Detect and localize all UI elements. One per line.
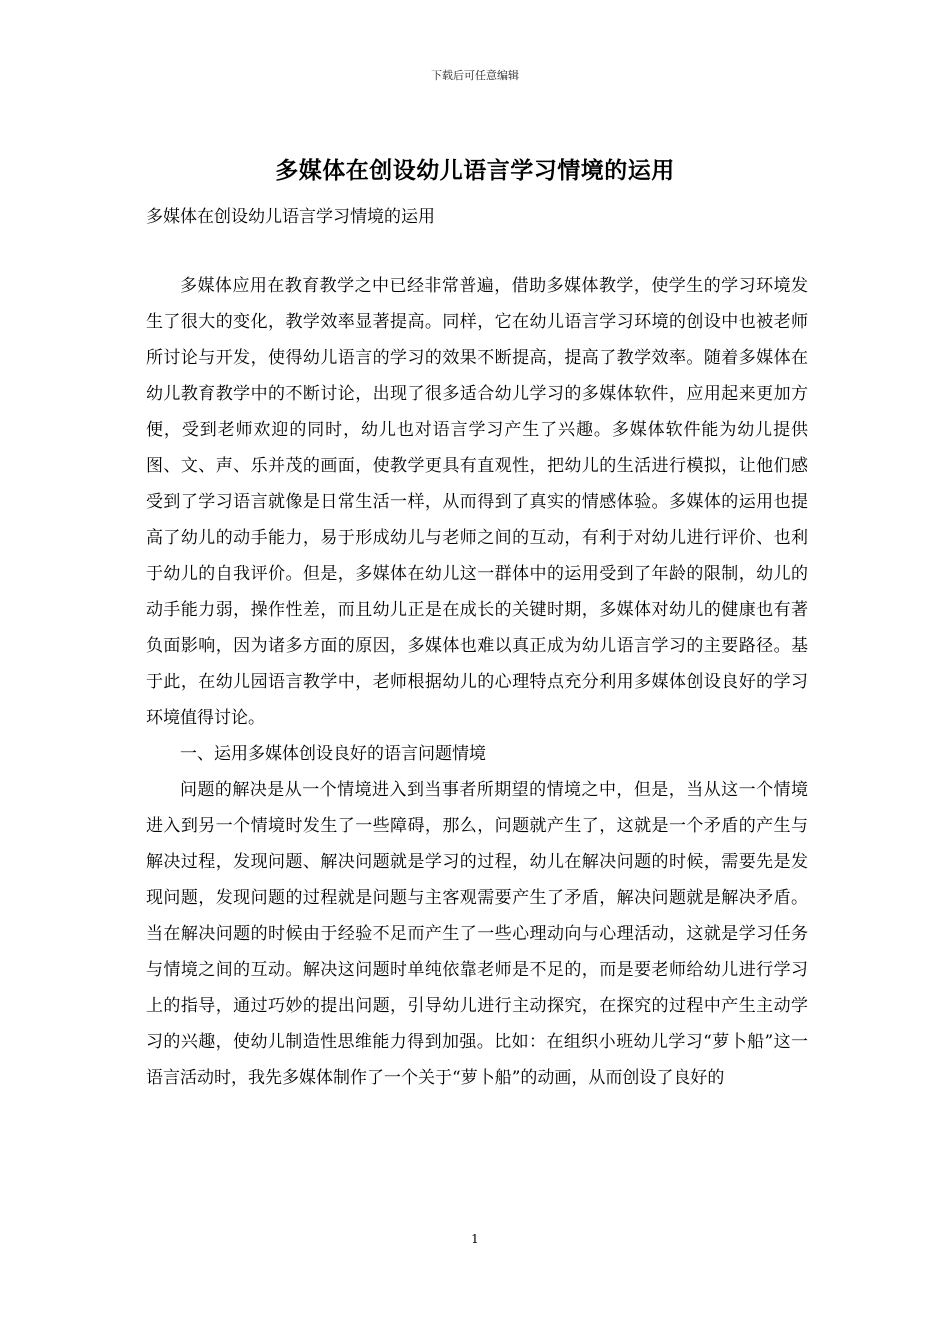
document-body (146, 268, 808, 1096)
document-subtitle: 多媒体在创设幼儿语言学习情境的运用 (146, 207, 435, 227)
paragraph-section-1: 问题的解决是从一个情境进入到当事者所期望的情境之中，但是，当从这一个情境进入到另一个情境时发生了一些障碍，那么，问题就产生了，这就是一个矛盾的产生与解决过程，发现问题、解决问题就是学习的过程，幼儿在解决问题的时候，需要先是发现问题，发现问题的过程就是问题与主客观需要产生了矛盾，解决问题就是解决矛盾。当在解决问题的时候由于经验不足而产生了一些心理动向与心理活动，这就是学习任务与情境之间的互动。解决这问题时单纯依靠老师是不足的，而是要老师给幼儿进行学习上的指导，通过巧妙的提出问题，引导幼儿进行主动探究，在探究的过程中产生主动学习的兴趣，使幼儿制造性思维能力得到加强。比如：在组织小班幼儿学习“萝卜船”这一语言活动时，我先多媒体制作了一个关于“萝卜船”的动画，从而创设了良好的 (146, 780, 808, 1088)
header-note: 下载后可任意编辑 (431, 69, 519, 82)
page-number: 1 (471, 1232, 479, 1246)
section-heading-1: 一、运用多媒体创设良好的语言问题情境 (180, 744, 486, 764)
document-title: 多媒体在创设幼儿语言学习情境的运用 (275, 157, 675, 184)
paragraph-intro: 多媒体应用在教育教学之中已经非常普遍，借助多媒体教学，使学生的学习环境发生了很大的变化，教学效率显著提高。同样，它在幼儿语言学习环境的创设中也被老师所讨论与开发，使得幼儿语言的学习的效果不断提高，提高了教学效率。随着多媒体在幼儿教育教学中的不断讨论，出现了很多适合幼儿学习的多媒体软件，应用起来更加方便，受到老师欢迎的同时，幼儿也对语言学习产生了兴趣。多媒体软件能为幼儿提供图、文、声、乐并茂的画面，使教学更具有直观性，把幼儿的生活进行模拟，让他们感受到了学习语言就像是日常生活一样，从而得到了真实的情感体验。多媒体的运用也提高了幼儿的动手能力，易于形成幼儿与老师之间的互动，有利于对幼儿进行评价、也利于幼儿的自我评价。但是，多媒体在幼儿这一群体中的运用受到了年龄的限制，幼儿的动手能力弱，操作性差，而且幼儿正是在成长的关键时期，多媒体对幼儿的健康也有著负面影响，因为诸多方面的原因，多媒体也难以真正成为幼儿语言学习的主要路径。基于此，在幼儿园语言教学中，老师根据幼儿的心理特点充分利用多媒体创设良好的学习环境值得讨论。 (146, 276, 808, 728)
